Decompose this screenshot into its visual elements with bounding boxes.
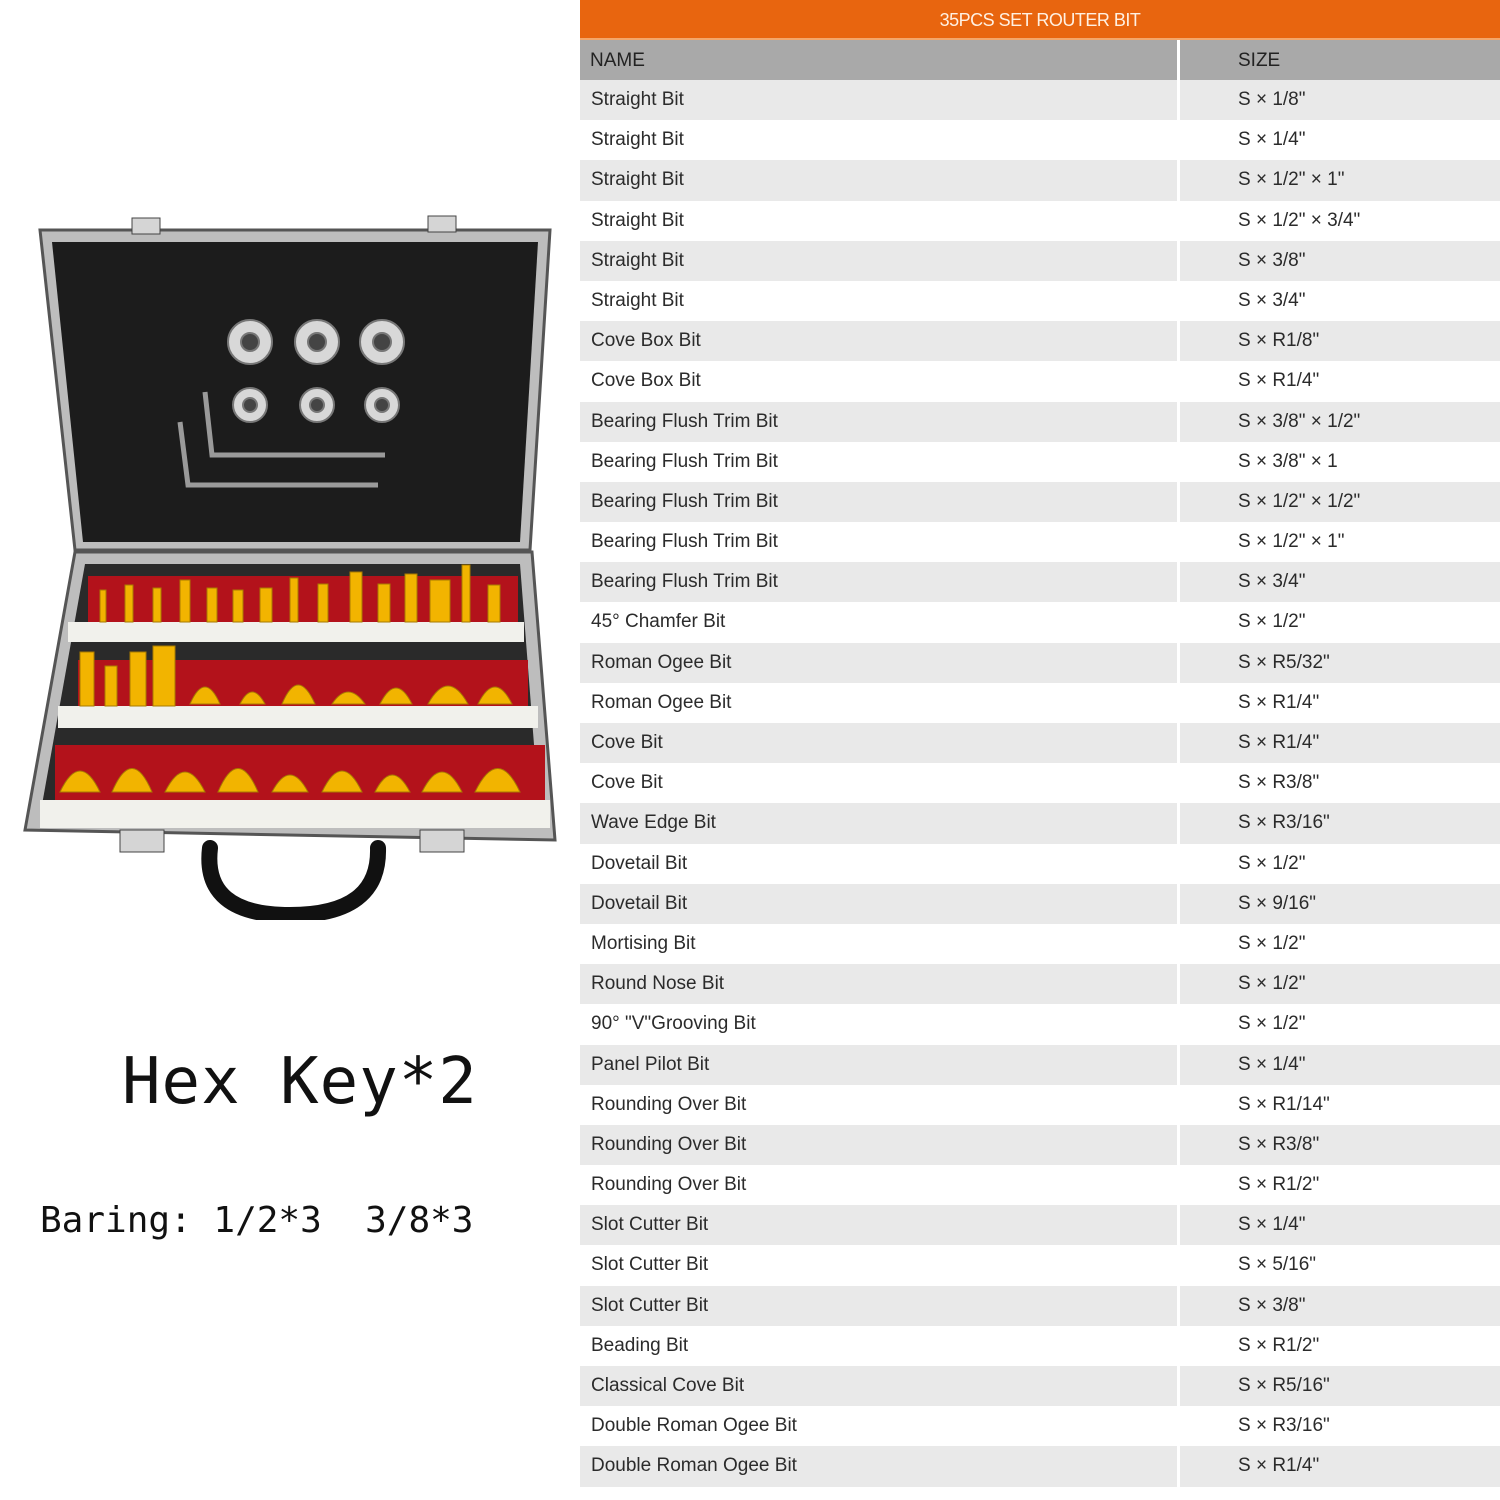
bit-name-cell: Double Roman Ogee Bit <box>580 1406 1180 1446</box>
table-row <box>580 924 1500 964</box>
table-row <box>580 1045 1500 1085</box>
bit-name-cell: Cove Bit <box>580 763 1180 803</box>
table-row <box>580 442 1500 482</box>
table-row <box>580 723 1500 763</box>
bit-size-cell: S × 1/2" <box>1238 973 1306 995</box>
table-row <box>580 1165 1500 1205</box>
bit-name-cell: Round Nose Bit <box>580 964 1180 1004</box>
router-bit-case-illustration <box>20 180 560 920</box>
bit-name-cell: Bearing Flush Trim Bit <box>580 442 1180 482</box>
bit-size-cell: S × R3/8" <box>1238 1133 1320 1155</box>
bit-size-cell: S × 3/8" × 1/2" <box>1238 410 1361 432</box>
bit-size-cell: S × R1/4" <box>1238 1455 1320 1477</box>
table-row <box>580 844 1500 884</box>
bit-name-cell: Classical Cove Bit <box>580 1366 1180 1406</box>
spec-table <box>580 0 1500 1500</box>
table-row <box>580 964 1500 1004</box>
bit-name-cell: Straight Bit <box>580 281 1180 321</box>
bit-name-cell: Cove Box Bit <box>580 361 1180 401</box>
spec-table-header <box>580 40 1500 80</box>
bit-size-cell: S × R5/32" <box>1238 651 1330 673</box>
table-row <box>580 241 1500 281</box>
table-row <box>580 1205 1500 1245</box>
bit-size-cell: S × R1/14" <box>1238 1093 1330 1115</box>
label-strip-top <box>68 622 524 642</box>
table-row <box>580 1326 1500 1366</box>
bit-size-cell: S × 5/16" <box>1238 1254 1317 1276</box>
table-row <box>580 402 1500 442</box>
bit-name-cell: Rounding Over Bit <box>580 1085 1180 1125</box>
table-row <box>580 1004 1500 1044</box>
bit-size-cell: S × 1/2" × 3/4" <box>1238 209 1361 231</box>
table-row <box>580 1245 1500 1285</box>
bit-name-cell: Straight Bit <box>580 241 1180 281</box>
spec-table-title: 35PCS SET ROUTER BIT <box>580 0 1500 40</box>
bit-name-cell: Slot Cutter Bit <box>580 1245 1180 1285</box>
bit-size-cell: S × R1/4" <box>1238 370 1320 392</box>
table-row <box>580 80 1500 120</box>
bit-size-cell: S × 3/8" × 1 <box>1238 450 1338 472</box>
bit-size-cell: S × 1/2" × 1" <box>1238 169 1345 191</box>
table-row <box>580 1125 1500 1165</box>
bit-name-cell: Bearing Flush Trim Bit <box>580 402 1180 442</box>
bit-size-cell: S × R3/16" <box>1238 812 1330 834</box>
bit-name-cell: Cove Bit <box>580 723 1180 763</box>
table-row <box>580 1085 1500 1125</box>
bit-size-cell: S × R1/2" <box>1238 1334 1320 1356</box>
bit-name-cell: Straight Bit <box>580 201 1180 241</box>
bit-size-cell: S × 1/2" <box>1238 932 1306 954</box>
bit-size-cell: S × 9/16" <box>1238 892 1317 914</box>
lid-latch-left <box>132 218 160 234</box>
table-row <box>580 321 1500 361</box>
table-row <box>580 602 1500 642</box>
bit-size-cell: S × 3/4" <box>1238 289 1306 311</box>
bit-name-cell: Straight Bit <box>580 120 1180 160</box>
bit-name-cell: Bearing Flush Trim Bit <box>580 482 1180 522</box>
bit-size-cell: S × 3/4" <box>1238 571 1306 593</box>
table-row <box>580 522 1500 562</box>
bearing-caption: Baring: 1/2*3 3/8*3 <box>40 1200 474 1241</box>
bit-name-cell: Slot Cutter Bit <box>580 1205 1180 1245</box>
bit-name-cell: Rounding Over Bit <box>580 1125 1180 1165</box>
table-row <box>580 763 1500 803</box>
header-size: SIZE <box>1238 50 1281 71</box>
table-row <box>580 482 1500 522</box>
bit-name-cell: Dovetail Bit <box>580 884 1180 924</box>
table-row <box>580 160 1500 200</box>
bit-name-cell: Straight Bit <box>580 80 1180 120</box>
base-latch-right <box>420 830 464 852</box>
bit-size-cell: S × R1/2" <box>1238 1174 1320 1196</box>
base-latch-left <box>120 830 164 852</box>
bit-name-cell: Double Roman Ogee Bit <box>580 1446 1180 1486</box>
bit-size-cell: S × 1/2" <box>1238 1013 1306 1035</box>
spec-table-body <box>580 80 1500 1487</box>
header-name: NAME <box>580 40 1180 80</box>
table-row <box>580 201 1500 241</box>
bit-name-cell: Beading Bit <box>580 1326 1180 1366</box>
table-row <box>580 884 1500 924</box>
bit-size-cell: S × 1/2" × 1/2" <box>1238 490 1361 512</box>
bit-name-cell: 45° Chamfer Bit <box>580 602 1180 642</box>
bit-name-cell: Wave Edge Bit <box>580 803 1180 843</box>
bit-name-cell: Cove Box Bit <box>580 321 1180 361</box>
bit-name-cell: Slot Cutter Bit <box>580 1286 1180 1326</box>
bit-size-cell: S × R3/8" <box>1238 772 1320 794</box>
table-row <box>580 683 1500 723</box>
table-row <box>580 1406 1500 1446</box>
bit-size-cell: S × 3/8" <box>1238 1294 1306 1316</box>
bit-name-cell: 90° "V"Grooving Bit <box>580 1004 1180 1044</box>
label-strip-middle <box>58 706 538 728</box>
table-row <box>580 120 1500 160</box>
bit-name-cell: Bearing Flush Trim Bit <box>580 562 1180 602</box>
bit-size-cell: S × 1/2" <box>1238 611 1306 633</box>
table-row <box>580 1366 1500 1406</box>
bit-size-cell: S × R3/16" <box>1238 1415 1330 1437</box>
table-row <box>580 562 1500 602</box>
table-row <box>580 1286 1500 1326</box>
bit-size-cell: S × 1/8" <box>1238 89 1306 110</box>
hex-key-caption: Hex Key*2 <box>122 1045 478 1119</box>
table-row <box>580 1446 1500 1486</box>
bit-name-cell: Roman Ogee Bit <box>580 683 1180 723</box>
bit-size-cell: S × 1/2" × 1" <box>1238 531 1345 553</box>
bit-name-cell: Rounding Over Bit <box>580 1165 1180 1205</box>
bit-size-cell: S × 1/4" <box>1238 129 1306 151</box>
bit-name-cell: Bearing Flush Trim Bit <box>580 522 1180 562</box>
lid-latch-right <box>428 216 456 232</box>
bit-size-cell: S × 1/4" <box>1238 1053 1306 1075</box>
product-photo-panel <box>0 0 575 1500</box>
table-row <box>580 361 1500 401</box>
table-row <box>580 803 1500 843</box>
lid-foam <box>52 242 538 542</box>
case-handle <box>209 848 378 915</box>
bit-name-cell: Panel Pilot Bit <box>580 1045 1180 1085</box>
bit-size-cell: S × 1/2" <box>1238 852 1306 874</box>
bit-size-cell: S × R1/8" <box>1238 330 1320 352</box>
bit-size-cell: S × R1/4" <box>1238 691 1320 713</box>
bit-name-cell: Mortising Bit <box>580 924 1180 964</box>
bit-size-cell: S × R5/16" <box>1238 1375 1330 1396</box>
label-strip-bottom <box>40 800 550 828</box>
table-row <box>580 643 1500 683</box>
bit-name-cell: Roman Ogee Bit <box>580 643 1180 683</box>
bit-name-cell: Straight Bit <box>580 160 1180 200</box>
table-row <box>580 281 1500 321</box>
bit-name-cell: Dovetail Bit <box>580 844 1180 884</box>
bit-size-cell: S × 1/4" <box>1238 1214 1306 1236</box>
bit-size-cell: S × R1/4" <box>1238 732 1320 753</box>
bit-size-cell: S × 3/8" <box>1238 249 1306 271</box>
